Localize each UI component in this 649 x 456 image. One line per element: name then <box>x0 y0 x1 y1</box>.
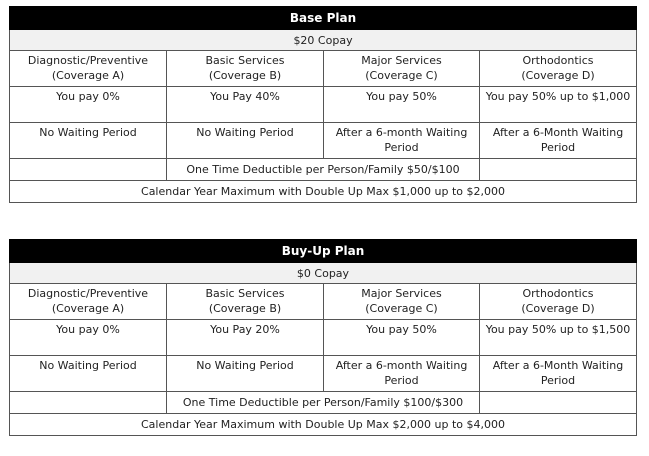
wait-cell-c: After a 6-month Waiting Period <box>324 123 480 159</box>
pay-cell-a: You pay 0% <box>10 320 167 356</box>
coverage-header-c: Major Services (Coverage C) <box>324 51 480 87</box>
maximum-cell: Calendar Year Maximum with Double Up Max $1,000 up to $2,000 <box>10 181 637 203</box>
wait-cell-d: After a 6-Month Waiting Period <box>480 123 637 159</box>
plan-title: Base Plan <box>10 7 637 30</box>
pay-cell-b: You Pay 40% <box>167 87 324 123</box>
coverage-header-a: Diagnostic/Preventive (Coverage A) <box>10 51 167 87</box>
coverage-header-d: Orthodontics (Coverage D) <box>480 284 637 320</box>
buy-up-plan-table <box>9 239 637 436</box>
wait-cell-a: No Waiting Period <box>10 123 167 159</box>
empty-cell <box>10 159 167 181</box>
maximum-cell: Calendar Year Maximum with Double Up Max $2,000 up to $4,000 <box>10 414 637 436</box>
base-plan-table <box>9 6 637 203</box>
pay-cell-a: You pay 0% <box>10 87 167 123</box>
empty-cell <box>480 159 637 181</box>
wait-cell-b: No Waiting Period <box>167 123 324 159</box>
coverage-header-b: Basic Services (Coverage B) <box>167 51 324 87</box>
deductible-cell: One Time Deductible per Person/Family $50/$100 <box>167 159 480 181</box>
coverage-header-a: Diagnostic/Preventive (Coverage A) <box>10 284 167 320</box>
wait-cell-c: After a 6-month Waiting Period <box>324 356 480 392</box>
coverage-header-c: Major Services (Coverage C) <box>324 284 480 320</box>
wait-cell-a: No Waiting Period <box>10 356 167 392</box>
pay-cell-d: You pay 50% up to $1,000 <box>480 87 637 123</box>
pay-cell-c: You pay 50% <box>324 87 480 123</box>
pay-cell-d: You pay 50% up to $1,500 <box>480 320 637 356</box>
empty-cell <box>480 392 637 414</box>
copay-cell: $20 Copay <box>10 30 637 51</box>
copay-cell: $0 Copay <box>10 263 637 284</box>
pay-cell-c: You pay 50% <box>324 320 480 356</box>
empty-cell <box>10 392 167 414</box>
wait-cell-b: No Waiting Period <box>167 356 324 392</box>
deductible-cell: One Time Deductible per Person/Family $100/$300 <box>167 392 480 414</box>
coverage-header-d: Orthodontics (Coverage D) <box>480 51 637 87</box>
plan-title: Buy-Up Plan <box>10 240 637 263</box>
wait-cell-d: After a 6-Month Waiting Period <box>480 356 637 392</box>
pay-cell-b: You Pay 20% <box>167 320 324 356</box>
coverage-header-b: Basic Services (Coverage B) <box>167 284 324 320</box>
